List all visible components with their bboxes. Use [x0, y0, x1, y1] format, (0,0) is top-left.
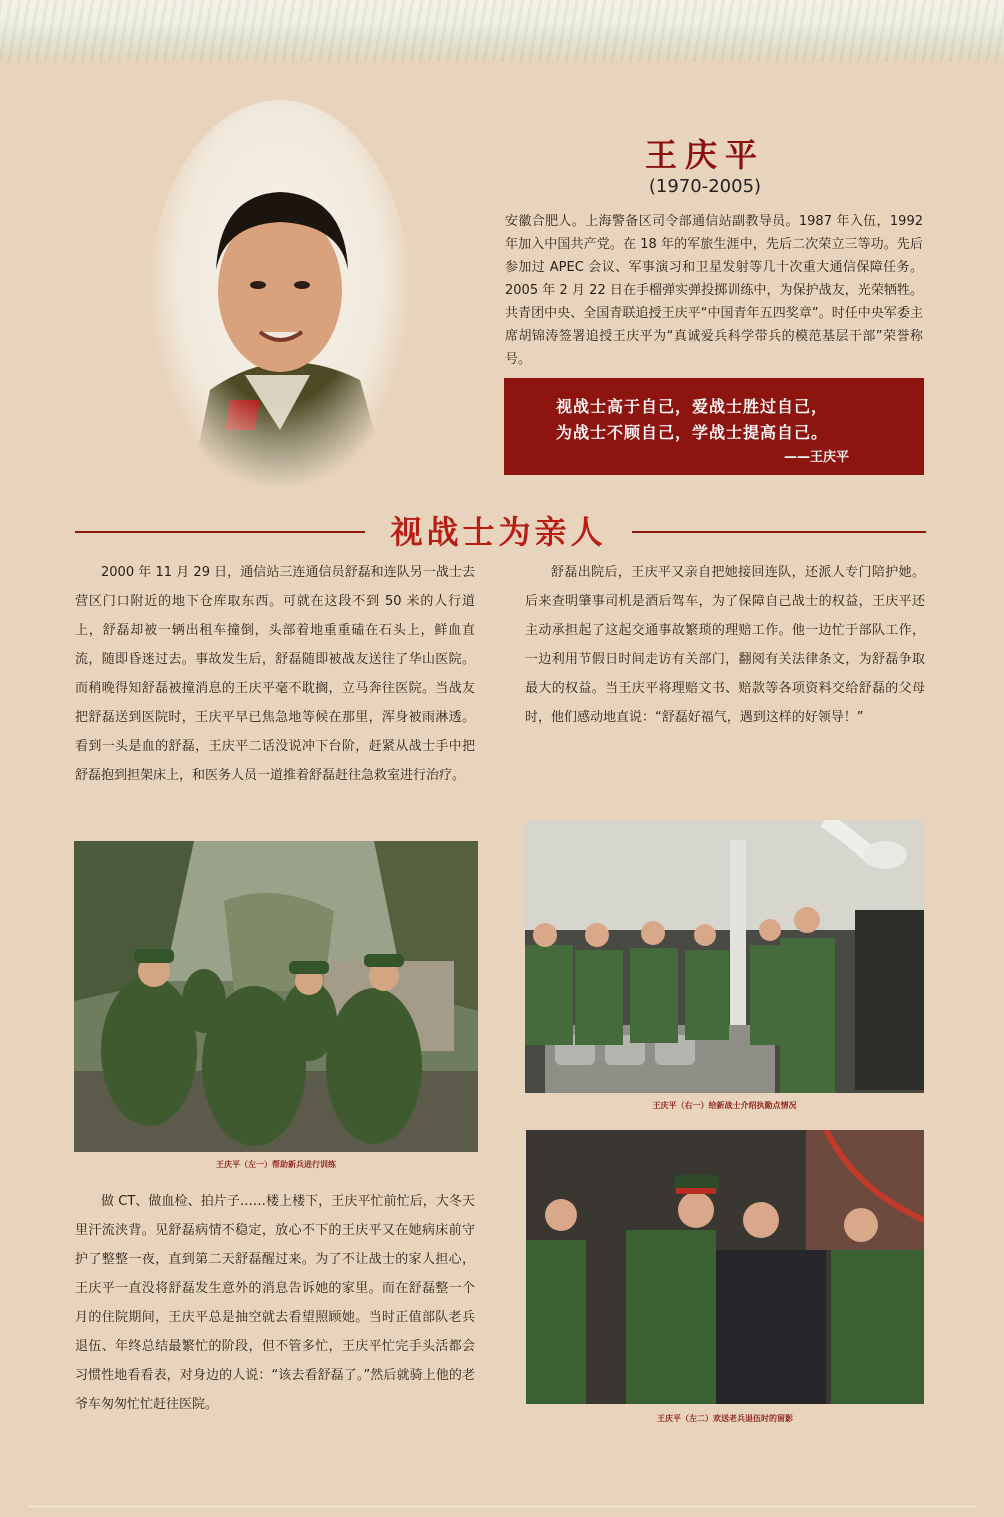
- bottom-divider: [28, 1506, 976, 1507]
- quote-line-1: 视战士高于自己，爱战士胜过自己，: [556, 397, 829, 416]
- quote-line-2: 为战士不顾自己，学战士提高自己。: [556, 423, 829, 442]
- story-paragraph-2: 舒磊出院后，王庆平又亲自把她接回连队，还派人专门陪护她。后来查明肇事司机是酒后驾车，为了保障自己战士的权益，王庆平还主动承担起了这起交通事故繁琐的理赔工作。他一边忙于部队工作，一边利用节假日时间走访有关部门，翻阅有关法律条文，为舒磊争取最大的权益。当王庆平将理赔文书、赔款等各项资料交给舒磊的父母时，他们感动地直说：“舒磊好福气，遇到这样的好领导！”: [525, 565, 925, 725]
- section-title: 视战士为亲人: [390, 513, 607, 551]
- farewell-photo: [526, 1130, 924, 1404]
- life-years: (1970-2005): [648, 176, 762, 197]
- training-photo: [74, 841, 478, 1152]
- portrait-photo: [150, 100, 410, 490]
- decorative-top-band: [0, 0, 1004, 62]
- section-divider-left: [75, 531, 365, 533]
- biography-text: 安徽合肥人。上海警备区司令部通信站副教导员。1987 年入伍，1992 年加入中国共产党。在 18 年的军旅生涯中，先后二次荣立三等功。先后参加过 APEC 会议、军事演习和卫星发射等几十次重大通信保障任务。2005 年 2 月 22 日在手榴弹实弹投掷训练中，为保护战友，光荣牺牲。共青团中央、全国青联追授王庆平“中国青年五四奖章”。时任中央军委主席胡锦涛签署追授王庆平为“真诚爱兵科学带兵的模范基层干部”荣誉称号。: [505, 214, 923, 367]
- story-paragraph-3: 做 CT、做血检、拍片子……楼上楼下，王庆平忙前忙后，大冬天里汗流浃背。见舒磊病情不稳定，放心不下的王庆平又在她病床前守护了整整一夜，直到第二天舒磊醒过来。为了不让战士的家人担心，王庆平一直没将舒磊发生意外的消息告诉她的家里。而在舒磊整一个月的住院期间，王庆平总是抽空就去看望照顾她。当时正值部队老兵退伍、年终总结最繁忙的阶段，但不管多忙，王庆平忙完手头活都会习惯性地看看表，对身边的人说：“该去看舒磊了。”然后就骑上他的老爷车匆匆忙忙赶往医院。: [75, 1194, 475, 1412]
- quote-box: [504, 378, 924, 475]
- training-photo-caption: 王庆平（左一）帮助新兵进行训练: [216, 1160, 336, 1169]
- engine-room-photo: [525, 820, 924, 1093]
- quote-author: ——王庆平: [784, 450, 850, 465]
- story-paragraph-1: 2000 年 11 月 29 日，通信站三连通信员舒磊和连队另一战士去营区门口附近的地下仓库取东西。可就在这段不到 50 米的人行道上，舒磊却被一辆出租车撞倒，头部着地重重磕在石头上，鲜血直流，随即昏迷过去。事故发生后，舒磊随即被战友送往了华山医院。而稍晚得知舒磊被撞消息的王庆平毫不耽搁，立马奔往医院。当战友把舒磊送到医院时，王庆平早已焦急地等候在那里，浑身被雨淋透。看到一头是血的舒磊，王庆平二话没说冲下台阶，赶紧从战士手中把舒磊抱到担架床上，和医务人员一道推着舒磊赶往急救室进行治疗。: [75, 565, 475, 783]
- farewell-photo-caption: 王庆平（左二）欢送老兵退伍时的留影: [657, 1414, 793, 1423]
- engine-room-photo-caption: 王庆平（右一）给新战士介绍执勤点情况: [652, 1101, 797, 1110]
- person-name: 王庆平: [644, 136, 765, 174]
- section-divider-right: [632, 531, 926, 533]
